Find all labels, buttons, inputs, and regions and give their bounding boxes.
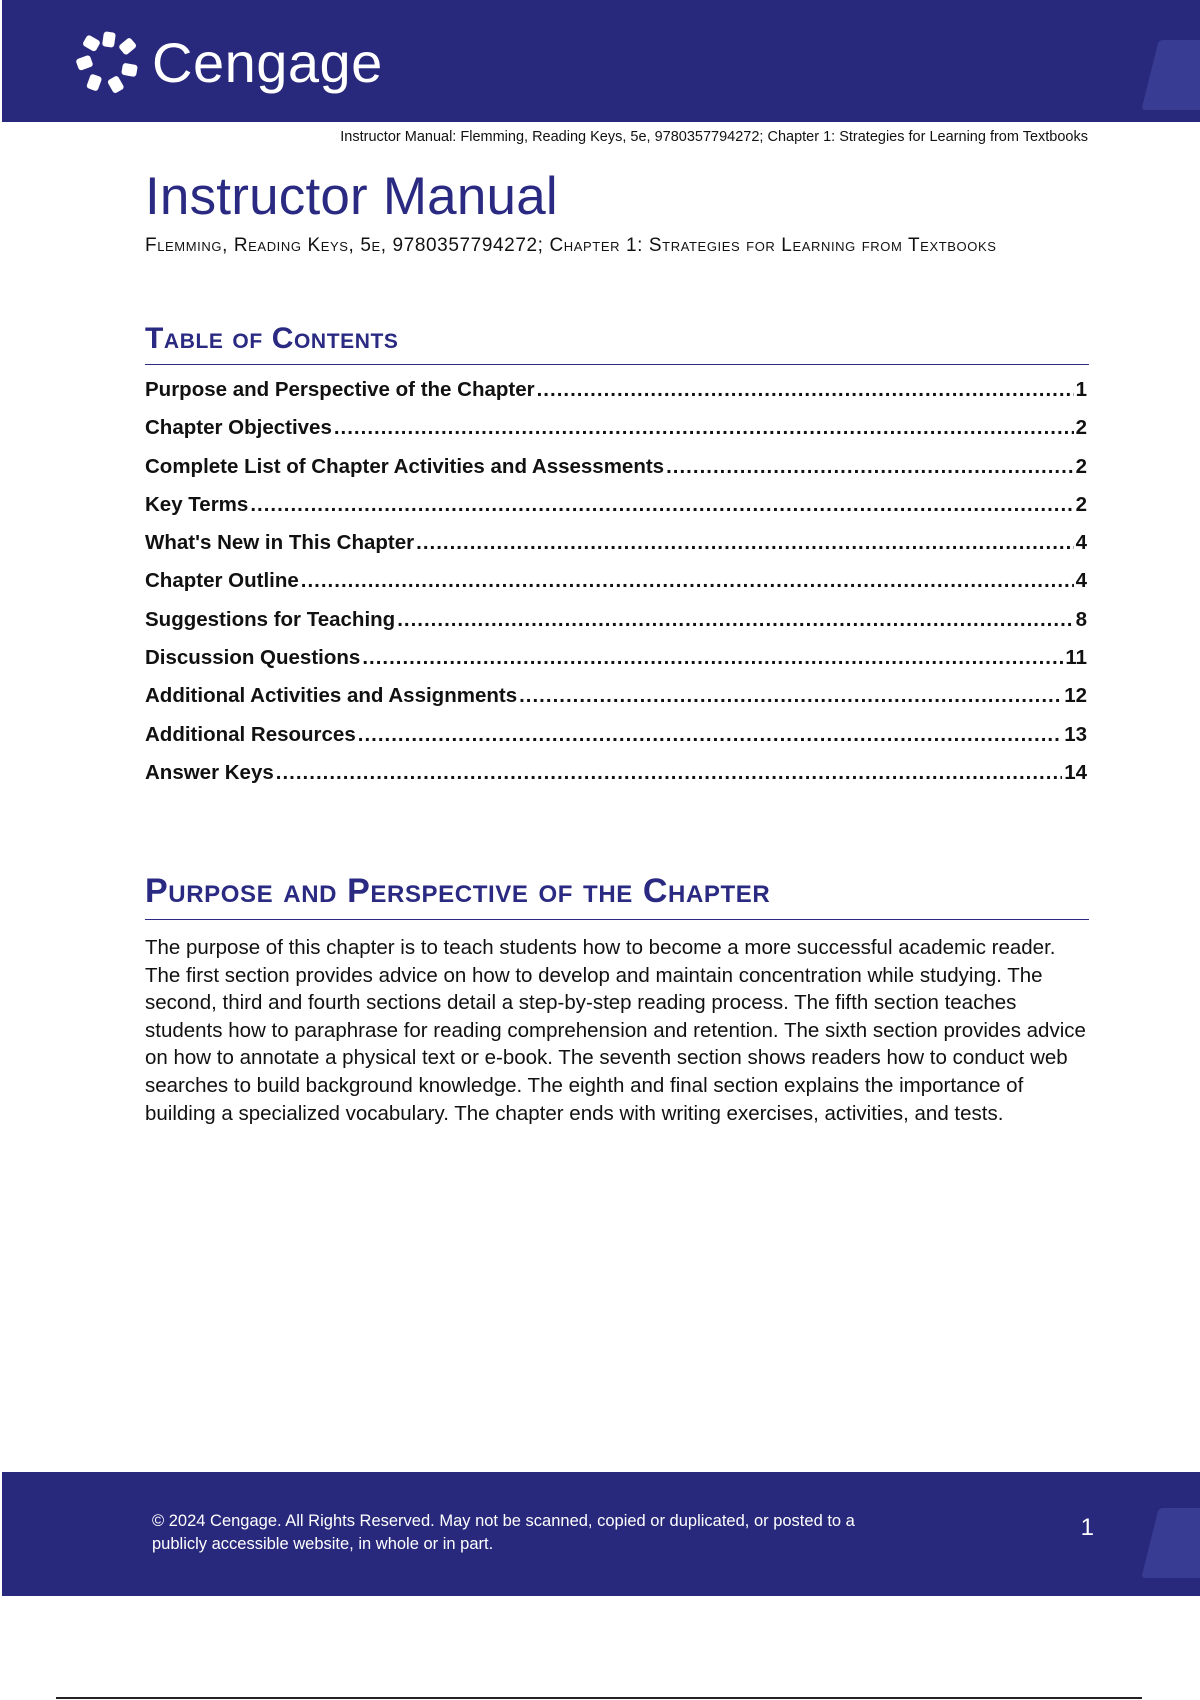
toc-entry[interactable] [145,378,1087,416]
banner-decoration [1141,40,1200,110]
toc-entry[interactable] [145,493,1087,531]
toc-entry-page: 2 [1075,492,1087,516]
toc-entry-title: Purpose and Perspective of the Chapter [145,378,535,401]
toc-entry[interactable] [145,723,1087,761]
toc-leader-dots [666,455,1074,479]
toc-entry[interactable] [145,646,1087,684]
page-number: 1 [1080,1514,1094,1541]
copyright-notice: © 2024 Cengage. All Rights Reserved. May not be scanned, copied or duplicated, or posted to a publicly accessible website, in whole or in part. [152,1512,855,1553]
page-bottom-divider [56,1697,1142,1699]
toc-entry[interactable] [145,684,1087,722]
header-banner [2,0,1200,122]
toc-entry-page: 1 [1075,378,1087,401]
toc-entry-page: 14 [1064,760,1087,784]
toc-entry[interactable] [145,455,1087,493]
toc-entry-page: 2 [1075,454,1087,478]
toc-entry-page: 4 [1075,569,1087,593]
toc-leader-dots [358,723,1062,747]
toc-entry-title: Additional Resources [145,722,356,746]
toc-entry-page: 4 [1075,531,1087,555]
footer-banner [2,1472,1200,1596]
cengage-logo-icon [76,30,142,96]
toc-leader-dots [301,569,1074,593]
toc-entry-page: 2 [1075,416,1087,440]
cengage-logo [76,28,383,98]
toc-leader-dots [250,493,1073,517]
toc-heading: Table of Contents [145,322,1089,365]
toc-entry[interactable] [145,608,1087,646]
toc-leader-dots [276,761,1062,785]
toc-entry[interactable] [145,761,1087,799]
toc-entry[interactable] [145,416,1087,454]
toc-entry-page: 13 [1064,722,1087,746]
footer-decoration [1141,1508,1200,1578]
purpose-heading: Purpose and Perspective of the Chapter [145,872,1089,920]
toc-entry-page: 8 [1075,607,1087,631]
toc-entry-title: Additional Activities and Assignments [145,684,518,708]
toc-entry-title: Discussion Questions [145,646,361,670]
toc-leader-dots [416,531,1073,555]
toc-entry-title: Complete List of Chapter Activities and Assessments [145,454,665,478]
toc-leader-dots [362,646,1063,670]
toc-leader-dots [397,608,1073,632]
toc-leader-dots [537,378,1074,402]
logo-wordmark: Cengage [152,31,383,94]
toc-entry-title: Answer Keys [145,760,274,784]
page-subtitle: Flemming, Reading Keys, 5e, 9780357794272; Chapter 1: Strategies for Learning from Textbooks [145,235,997,256]
toc-entry-page: 12 [1064,684,1087,708]
toc-leader-dots [334,416,1074,440]
toc-entry-title: Suggestions for Teaching [145,607,396,631]
table-of-contents [145,378,1087,799]
purpose-body-text: The purpose of this chapter is to teach students how to become a more successful academic reader. The first section provides advice on how to develop and maintain concentration while studying. The second, third and fourth sections detail a step-by-step reading process. The fifth section teaches students how to paraphrase for reading comprehension and retention. The sixth section provides advice on how to annotate a physical text or e-book. The seventh section shows readers how to conduct web searches to build background knowledge. The eighth and final section explains the importance of building a specialized vocabulary. The chapter ends with writing exercises, activities, and tests. [145,936,1086,1125]
running-header: Instructor Manual: Flemming, Reading Keys, 5e, 9780357794272; Chapter 1: Strategies for Learning from Textbooks [340,129,1088,145]
toc-entry-title: Key Terms [145,492,249,516]
toc-entry-title: Chapter Objectives [145,416,332,440]
page-title: Instructor Manual [145,167,558,226]
toc-entry[interactable] [145,569,1087,607]
toc-entry-title: Chapter Outline [145,569,299,593]
toc-entry[interactable] [145,531,1087,569]
toc-entry-title: What's New in This Chapter [145,531,415,555]
toc-leader-dots [519,684,1062,708]
toc-entry-page: 11 [1065,646,1087,670]
